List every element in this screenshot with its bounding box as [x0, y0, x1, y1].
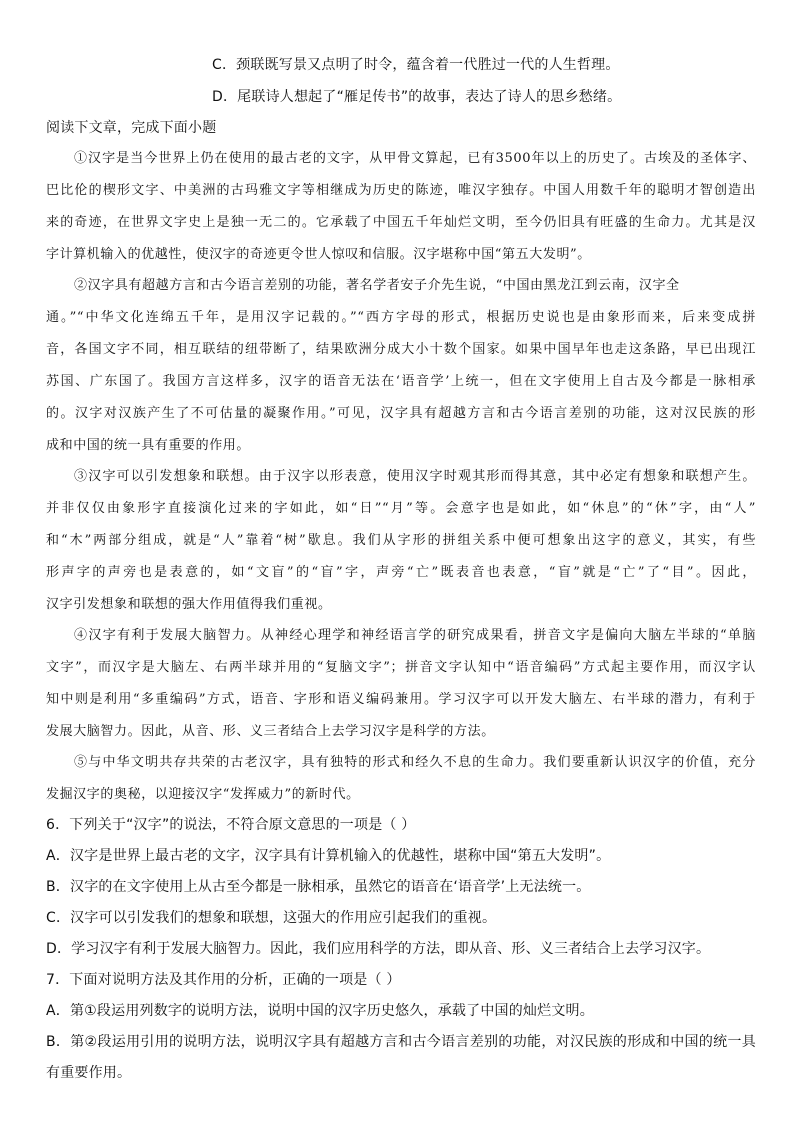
question-6-option-c: C．汉字可以引发我们的想象和联想，这强大的作用应引起我们的重视。 — [46, 910, 497, 926]
passage-p2-line: 成和中国的统一具有重要的作用。 — [46, 438, 251, 453]
passage-p3-line: 形声字的声旁也是表意的，如“文盲”的“盲”字，声旁“亡”既表音也表意，“盲”就是“亡”了“目”。因此， — [46, 565, 756, 580]
reading-instruction: 阅读下文章，完成下面小题 — [46, 120, 217, 136]
prev-option-d: D．尾联诗人想起了“雁足传书”的故事，表达了诗人的思乡愁绪。 — [212, 89, 622, 105]
passage-p2-line: ②汉字具有超越方言和古今语言差别的功能，著名学者安子介先生说，“中国由黑龙江到云南，汉字全 — [74, 278, 680, 293]
passage-p1-line: 来的奇迹，在世界文字史上是独一无二的。它承载了中国五千年灿烂文明，至今仍旧具有旺盛的生命力。尤其是汉 — [46, 215, 756, 230]
passage-p1-line: ①汉字是当今世界上仍在使用的最古老的文字，从甲骨文算起，已有3500年以上的历史了。古埃及的圣体字、 — [74, 151, 756, 166]
passage-p4-line: 文字”，而汉字是大脑左、右两半球并用的“复脑文字”；拼音文字认知中“语音编码”方式起主要作用，而汉字认 — [46, 660, 756, 675]
passage-p4-line: ④汉字有利于发展大脑智力。从神经心理学和神经语言学的研究成果看，拼音文字是偏向大脑左半球的“单脑 — [74, 628, 756, 643]
passage-p2-line: 通。”“中华文化连绵五千年，是用汉字记载的。”“西方字母的形式，根据历史说也是由象形而来，后来变成拼 — [46, 310, 756, 325]
passage-p1-line: 巴比伦的楔形文字、中美洲的古玛雅文字等相继成为历史的陈迹，唯汉字独存。中国人用数千年的聪明才智创造出 — [46, 183, 756, 198]
question-6-option-d: D．学习汉字有利于发展大脑智力。因此，我们应用科学的方法，即从音、形、义三者结合上去学习汉字。 — [46, 941, 711, 957]
passage-p3-line: ③汉字可以引发想象和联想。由于汉字以形表意，使用汉字时观其形而得其意，其中必定有想象和联想产生。 — [74, 469, 756, 484]
question-6-option-b: B．汉字的在文字使用上从古至今都是一脉相承，虽然它的语音在‘语音学’上无法统一。 — [46, 879, 591, 895]
passage-p4-line: 知中则是利用“多重编码”方式，语音、字形和语义编码兼用。学习汉字可以开发大脑左、右半球的潜力，有利于 — [46, 692, 756, 707]
question-7-option-a: A．第①段运用列数字的说明方法，说明中国的汉字历史悠久，承载了中国的灿烂文明。 — [46, 1003, 594, 1019]
passage-p2-line: 的。汉字对汉族产生了不可估量的凝聚作用。”可见，汉字具有超越方言和古今语言差别的功能，这对汉民族的形 — [46, 406, 756, 421]
question-6-option-a: A．汉字是世界上最古老的文字，汉字具有计算机输入的优越性，堪称中国“第五大发明”。 — [46, 848, 611, 864]
passage-p4-line: 发展大脑智力。因此，从音、形、义三者结合上去学习汉字是科学的方法。 — [46, 724, 495, 739]
passage-p3-line: 并非仅仅由象形字直接演化过来的字如此，如“日”“月”等。会意字也是如此，如“休息”的“休”字，由“人” — [46, 501, 756, 516]
question-7-stem: 7．下面对说明方法及其作用的分析，正确的一项是（ ） — [46, 972, 401, 988]
question-7-option-b-continued: 有重要作用。 — [46, 1065, 132, 1081]
passage-p1-line: 字计算机输入的优越性，使汉字的奇迹更令世人惊叹和信服。汉字堪称中国“第五大发明”。 — [46, 247, 591, 262]
passage-p3-line: 汉字引发想象和联想的强大作用值得我们重视。 — [46, 597, 332, 612]
prev-option-c: C．颈联既写景又点明了时令，蕴含着一代胜过一代的人生哲理。 — [212, 57, 620, 73]
passage-p5-line: ⑤与中华文明共存共荣的古老汉字，具有独特的形式和经久不息的生命力。我们要重新认识汉字的价值，充分 — [74, 755, 756, 770]
passage-p5-line: 发掘汉字的奥秘，以迎接汉字“发挥威力”的新时代。 — [46, 787, 360, 802]
passage-p2-line: 音，各国文字不同，相互联结的纽带断了，结果欧洲分成大小十数个国家。如果中国早年也走这条路，早已出现江 — [46, 342, 756, 357]
question-6-stem: 6．下列关于“汉字”的说法，不符合原文意思的一项是（ ） — [46, 817, 416, 833]
passage-p2-line: 苏国、广东国了。我国方言这样多，汉字的语音无法在‘语音学’上统一，但在文字使用上自古及今都是一脉相承 — [46, 374, 756, 389]
question-7-option-b: B．第②段运用引用的说明方法，说明汉字具有超越方言和古今语言差别的功能，对汉民族的形成和中国的统一具 — [46, 1034, 756, 1050]
passage-p3-line: 和“木”两部分组成，就是“人”靠着“树”歇息。我们从字形的拼组关系中便可想象出这字的意义，其实，有些 — [46, 533, 756, 548]
